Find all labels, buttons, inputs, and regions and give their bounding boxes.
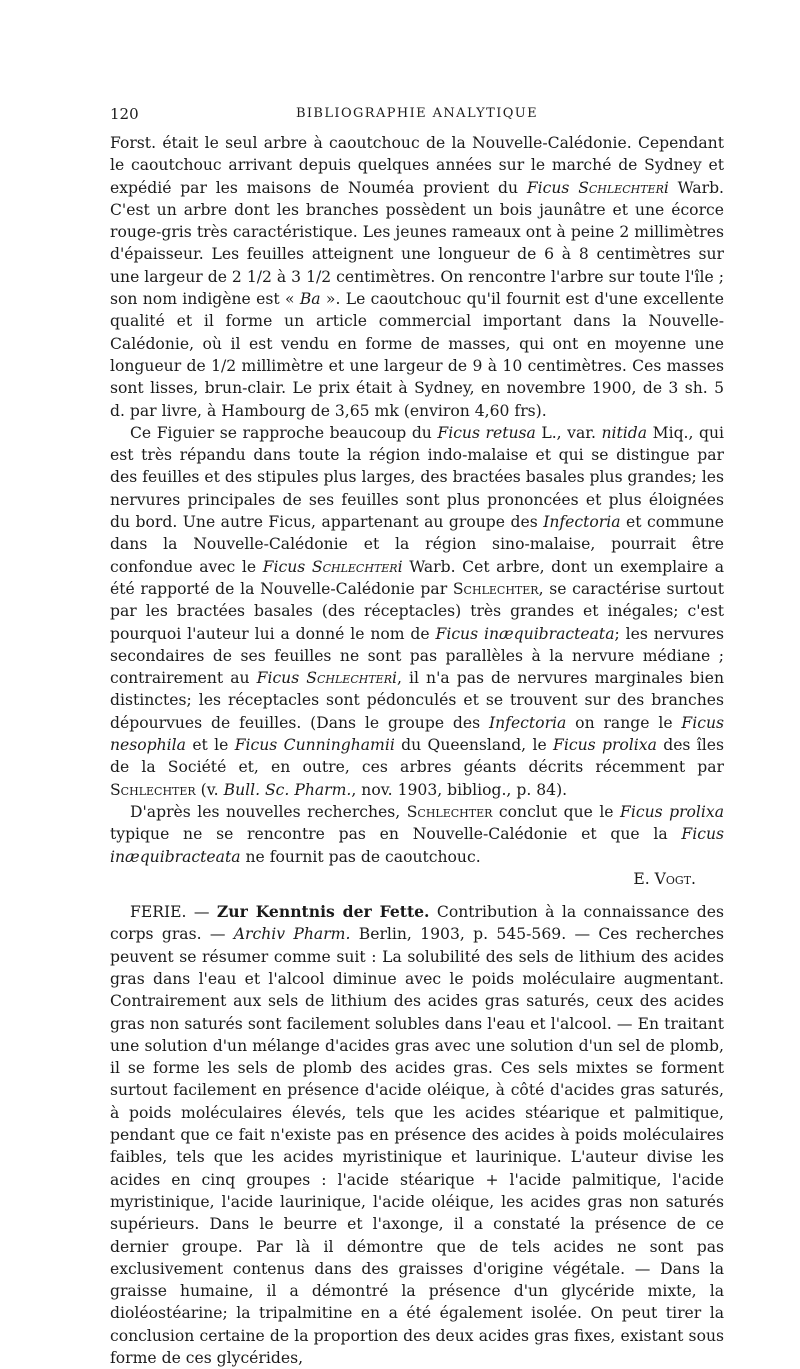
- review-paragraph-1: Forst. était le seul arbre à caoutchouc de la Nouvelle-Calédonie. Cependant le caoutchouc arrivant depuis quelques années sur le marché de Sydney et expédié par les maisons de Nouméa provient du Ficus Schlechteri Warb. C'est un arbre dont les branches possèdent un bois jaunâtre et une écorce rouge-gris très caractéristique. Les jeunes rameaux ont à peine 2 millimètres d'épaisseur. Les feuilles atteignent une longueur de 6 à 8 centimètres sur une largeur de 2 1/2 à 3 1/2 centimètres. On rencontre l'arbre sur toute l'île ; son nom indigène est « Ba ». Le caoutchouc qu'il fournit est d'une excellente qualité et il forme un article commercial important dans la Nouvelle-Calédonie, où il est vendu en forme de masses, qui ont en moyenne une longueur de 1/2 millimètre et une largeur de 9 à 10 centimètres. Ces masses sont lisses, brun-clair. Le prix était à Sydney, en novembre 1900, de 3 sh. 5 d. par livre, à Hambourg de 3,65 mk (environ 4,60 frs).: [110, 134, 725, 420]
- page: [110, 103, 724, 1369]
- section-gap: [110, 890, 724, 901]
- review-entry-ferie: FERIE. — Zur Kenntnis der Fette. Contribution à la connaissance des corps gras. — Archiv Pharm. Berlin, 1903, p. 545-569. — Ces recherches peuvent se résumer comme suit : La solubilité des sels de lithium des acides gras dans l'eau et l'alcool diminue avec le poids moléculaire augmentant. Contrairement aux sels de lithium des acides gras saturés, ceux des acides gras non saturés sont facilement solubles dans l'eau et l'alcool. — En traitant une solution d'un mélange d'acides gras avec une solution d'un sel de plomb, il se forme les sels de plomb des acides gras. Ces sels mixtes se forment surtout facilement en présence d'acide oléique, à côté d'acides gras saturés, à poids moléculaires élevés, tels que les acides stéarique et palmitique, pendant que ce fait n'existe pas en présence des acides à poids moléculaires faibles, tels que les acides myristinique et laurinique. L'auteur divise les acides en cinq groupes : l'acide stéarique + l'acide palmitique, l'acide myristinique, l'acide laurinique, l'acide oléique, les acides gras non saturés supérieurs. Dans le beurre et l'axonge, il a constaté la présence de ce dernier groupe. Par là il démontre que de tels acides ne sont pas exclusivement contenus dans des graisses d'origine végétale. — Dans la graisse humaine, il a démontré la présence d'un glycéride mixte, la dioléostéarine; la tripalmitine en a été également isolée. On peut tirer la conclusion certaine de la proportion des deux acides gras fixes, existant sous forme de ces glycérides,: [110, 902, 724, 1368]
- signature-text: E. Vogt.: [633, 869, 696, 888]
- review-body: Contribution à la connaissance des corps gras. — Archiv Pharm. Berlin, 1903, p. 545-569. — Ces recherches peuvent se résumer comme suit : La solubilité des sels de lithium des acides gras dans l'eau et l'alcool diminue avec le poids moléculaire augmentant. Contrairement aux sels de lithium des acides gras saturés, ceux des acides gras non saturés sont facilement solubles dans l'eau et l'alcool. — En traitant une solution d'un mélange d'acides gras avec une solution d'un sel de plomb, il se forme les sels de plomb des acides gras. Ces sels mixtes se forment surtout facilement en présence d'acide oléique, à côté d'acides gras saturés, à poids moléculaires élevés, tels que les acides stéarique et palmitique, pendant que ce fait n'existe pas en présence des acides à poids moléculaires faibles, tels que les acides myristinique et laurinique. L'auteur divise les acides en cinq groupes : l'acide stéarique + l'acide palmitique, l'acide myristinique, l'acide laurinique, l'acide oléique, les acides gras non saturés supérieurs. Dans le beurre et l'axonge, il a constaté la présence de ce dernier groupe. Par là il démontre que de tels acides ne sont pas exclusivement contenus dans des graisses d'origine végétale. — Dans la graisse humaine, il a démontré la présence d'un glycéride mixte, la dioléostéarine; la tripalmitine en a été également isolée. On peut tirer la conclusion certaine de la proportion des deux acides gras fixes, existant sous forme de ces glycérides,: [110, 903, 724, 1368]
- reviewer-signature: [110, 868, 724, 890]
- page-header: [110, 103, 724, 125]
- running-title: BIBLIOGRAPHIE ANALYTIQUE: [295, 106, 539, 121]
- review-author: FERIE.: [130, 903, 187, 922]
- review-title: Zur Kenntnis der Fette.: [216, 902, 430, 922]
- review-paragraph-2: Ce Figuier se rapproche beaucoup du Ficus retusa L., var. nitida Miq., qui est très répandu dans toute la région indo-malaise et qui se distingue par des feuilles et des stipules plus larges, des bractées basales plus grandes; les nervures principales de ses feuilles sont plus prononcées et plus éloignées du bord. Une autre Ficus, appartenant au groupe des Infectoria et commune dans la Nouvelle-Calédonie et la région sino-malaise, pourrait être confondue avec le Ficus Schlechteri Warb. Cet arbre, dont un exemplaire a été rapporté de la Nouvelle-Calédonie par Schlechter, se caractérise surtout par les bractées basales (des réceptacles) très grandes et inégales; c'est pourquoi l'auteur lui a donné le nom de Ficus inæquibracteata; les nervures secondaires de ses feuilles ne sont pas parallèles à la nervure médiane ; contrairement au Ficus Schlechteri, il n'a pas de nervures marginales bien distinctes; les réceptacles sont pédonculés et se trouvent sur des branches dépourvues de feuilles. (Dans le groupe des Infectoria on range le Ficus nesophila et le Ficus Cunninghamii du Queensland, le Ficus prolixa des îles de la Société et, en outre, ces arbres géants décrits récemment par Schlechter (v. Bull. Sc. Pharm., nov. 1903, bibliog., p. 84).: [110, 423, 725, 799]
- page-number: 120: [110, 105, 139, 123]
- review-paragraph-3: D'après les nouvelles recherches, Schlechter conclut que le Ficus prolixa typique ne se rencontre pas en Nouvelle-Calédonie et que la Ficus inæquibracteata ne fournit pas de caoutchouc.: [110, 802, 724, 866]
